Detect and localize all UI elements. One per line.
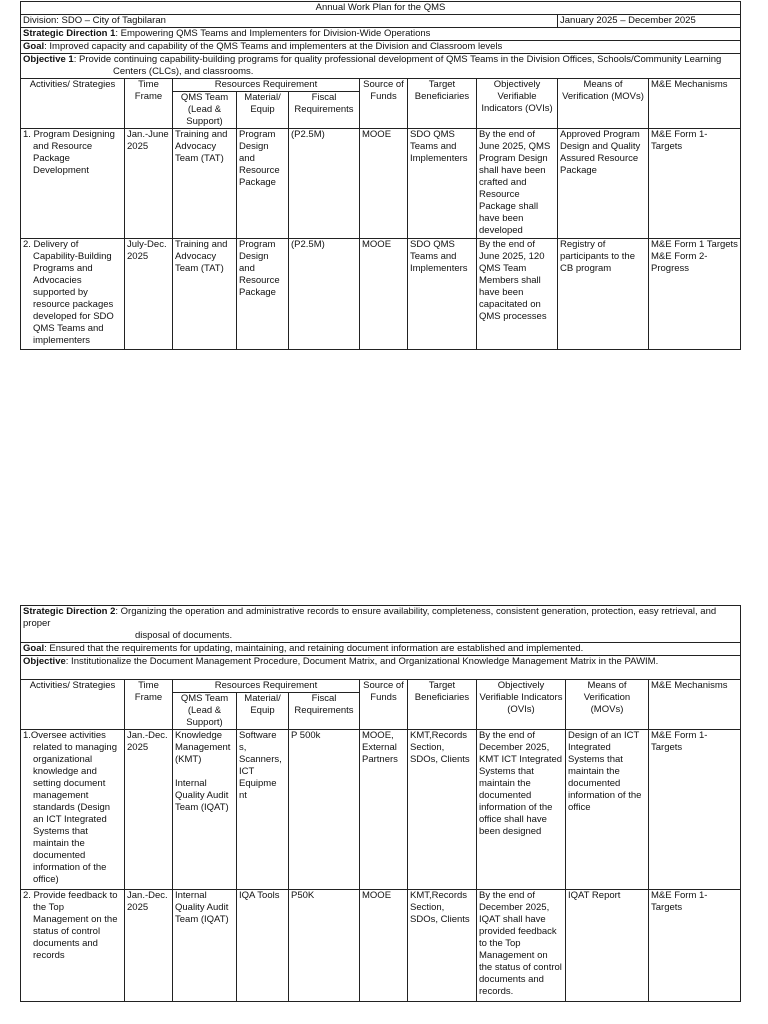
header-resources: Resources Requirement: [173, 680, 360, 693]
cell-source: MOOE: [360, 239, 408, 350]
cell-ovi: By the end of June 2025, QMS Program Design shall have been crafted and Resource Package shall have been developed: [477, 129, 558, 239]
cell-material: Program Design and Resource Package: [237, 239, 289, 350]
header-fiscal: Fiscal Requirements: [289, 693, 360, 730]
strategic-direction-label: Strategic Direction 1: [23, 28, 116, 39]
table-row: [21, 129, 741, 239]
objective-2: [21, 656, 741, 680]
header-activities: Activities/ Strategies: [21, 79, 125, 129]
cell-time: Jan.-June 2025: [125, 129, 173, 239]
strategic-direction-2: [21, 606, 741, 643]
goal-text: : Improved capacity and capability of the QMS Teams and implementers at the Division and Classroom levels: [44, 41, 503, 52]
document-title: Annual Work Plan for the QMS: [21, 2, 741, 15]
cell-team-primary: Knowledge Management (KMT): [175, 730, 231, 765]
cell-me: M&E Form 1- Targets: [649, 129, 741, 239]
cell-time: Jan.-Dec. 2025: [125, 730, 173, 890]
strategic-direction-1: [21, 28, 741, 41]
header-fiscal: Fiscal Requirements: [289, 92, 360, 129]
cell-team: Training and Advocacy Team (TAT): [173, 129, 237, 239]
objective-label: Objective 1: [23, 54, 74, 65]
cell-target: KMT,Records Section, SDOs, Clients: [408, 730, 477, 890]
cell-me: M&E Form 1 Targets M&E Form 2- Progress: [649, 239, 741, 350]
table-row: [21, 890, 741, 1002]
cell-target: KMT,Records Section, SDOs, Clients: [408, 890, 477, 1002]
header-material: Material/ Equip: [237, 693, 289, 730]
cell-time: Jan.-Dec. 2025: [125, 890, 173, 1002]
cell-target: SDO QMS Teams and Implementers: [408, 129, 477, 239]
cell-source: MOOE: [360, 890, 408, 1002]
goal-2: [21, 643, 741, 656]
cell-activity: 2. Delivery of Capability-Building Programs and Advocacies supported by resource packages developed for SDO QMS Teams and implementers: [21, 239, 125, 350]
header-qms-team: QMS Team (Lead & Support): [173, 92, 237, 129]
strategic-direction-text: : Organizing the operation and administrative records to ensure availability, completeness, consistent generation, protection, easy retrieval, and proper: [23, 606, 717, 629]
work-plan-table-2: [20, 605, 741, 1002]
cell-mov: Approved Program Design and Quality Assured Resource Package: [558, 129, 649, 239]
header-source: Source of Funds: [360, 680, 408, 730]
goal-label: Goal: [23, 643, 45, 654]
cell-source: MOOE: [360, 129, 408, 239]
cell-ovi: By the end of June 2025, 120 QMS Team Members shall have been capacitated on QMS processes: [477, 239, 558, 350]
goal-text: : Ensured that the requirements for updating, maintaining, and retaining document information are established and implemented.: [44, 643, 584, 654]
header-mov: Means of Verification (MOVs): [566, 680, 649, 730]
strategic-direction-text: : Empowering QMS Teams and Implementers for Division-Wide Operations: [115, 28, 431, 39]
header-me: M&E Mechanisms: [649, 79, 741, 129]
cell-fiscal: (P2.5M): [289, 129, 360, 239]
work-plan-table-1: [20, 1, 741, 350]
cell-time: July-Dec. 2025: [125, 239, 173, 350]
header-ovi: Objectively Verifiable Indicators (OVIs): [477, 79, 558, 129]
cell-source: MOOE, External Partners: [360, 730, 408, 890]
cell-material: Software s, Scanners, ICT Equipme nt: [237, 730, 289, 890]
cell-activity: 1.Oversee activities related to managing organizational knowledge and setting document management standards (Design an ICT Integrated Systems that maintain the documented information of the office): [21, 730, 125, 890]
header-me: M&E Mechanisms: [649, 680, 741, 730]
cell-mov: IQAT Report: [566, 890, 649, 1002]
cell-target: SDO QMS Teams and Implementers: [408, 239, 477, 350]
cell-activity: 1. Program Designing and Resource Package Development: [21, 129, 125, 239]
goal-label: Goal: [23, 41, 45, 52]
cell-fiscal: P 500k: [289, 730, 360, 890]
header-material: Material/ Equip: [237, 92, 289, 129]
header-time-frame: Time Frame: [125, 79, 173, 129]
cell-material: IQA Tools: [237, 890, 289, 1002]
cell-team: Internal Quality Audit Team (IQAT): [173, 890, 237, 1002]
header-qms-team: QMS Team (Lead & Support): [173, 693, 237, 730]
cell-ovi: By the end of December 2025, KMT ICT Integrated Systems that maintain the documented information of the office shall have been designed: [477, 730, 566, 890]
objective-text-cont: Centers (CLCs), and classrooms.: [113, 66, 254, 77]
header-resources: Resources Requirement: [173, 79, 360, 92]
strategic-direction-label: Strategic Direction 2: [23, 606, 116, 617]
cell-ovi: By the end of December 2025, IQAT shall have provided feedback to the Top Management on the status of control documents and records.: [477, 890, 566, 1002]
period-label: January 2025 – December 2025: [558, 15, 741, 28]
cell-material: Program Design and Resource Package: [237, 129, 289, 239]
header-source: Source of Funds: [360, 79, 408, 129]
division-label: Division: SDO – City of Tagbilaran: [21, 15, 558, 28]
cell-activity: 2. Provide feedback to the Top Management on the status of control documents and records: [21, 890, 125, 1002]
objective-1: [21, 54, 741, 79]
header-target: Target Beneficiaries: [408, 680, 477, 730]
header-activities: Activities/ Strategies: [21, 680, 125, 730]
header-time-frame: Time Frame: [125, 680, 173, 730]
cell-fiscal: (P2.5M): [289, 239, 360, 350]
header-mov: Means of Verification (MOVs): [558, 79, 649, 129]
header-ovi: Objectively Verifiable Indicators (OVIs): [477, 680, 566, 730]
cell-team: [173, 730, 237, 890]
objective-label: Objective: [23, 656, 66, 667]
objective-text: : Institutionalize the Document Management Procedure, Document Matrix, and Organizational Knowledge Management Matrix in the PAWIM.: [65, 656, 659, 667]
cell-fiscal: P50K: [289, 890, 360, 1002]
table-row: [21, 239, 741, 350]
cell-mov: Design of an ICT Integrated Systems that maintain the documented information of the office: [566, 730, 649, 890]
cell-me: M&E Form 1- Targets: [649, 730, 741, 890]
table-row: [21, 730, 741, 890]
strategic-direction-text-cont: disposal of documents.: [135, 630, 233, 641]
header-target: Target Beneficiaries: [408, 79, 477, 129]
cell-team-support: Internal Quality Audit Team (IQAT): [175, 778, 229, 813]
objective-text: : Provide continuing capability-building programs for quality professional development of QMS Teams in the Division Offices, Schools/Community Learning: [73, 54, 722, 65]
cell-team: Training and Advocacy Team (TAT): [173, 239, 237, 350]
cell-mov: Registry of participants to the CB program: [558, 239, 649, 350]
cell-me: M&E Form 1- Targets: [649, 890, 741, 1002]
goal-1: [21, 41, 741, 54]
